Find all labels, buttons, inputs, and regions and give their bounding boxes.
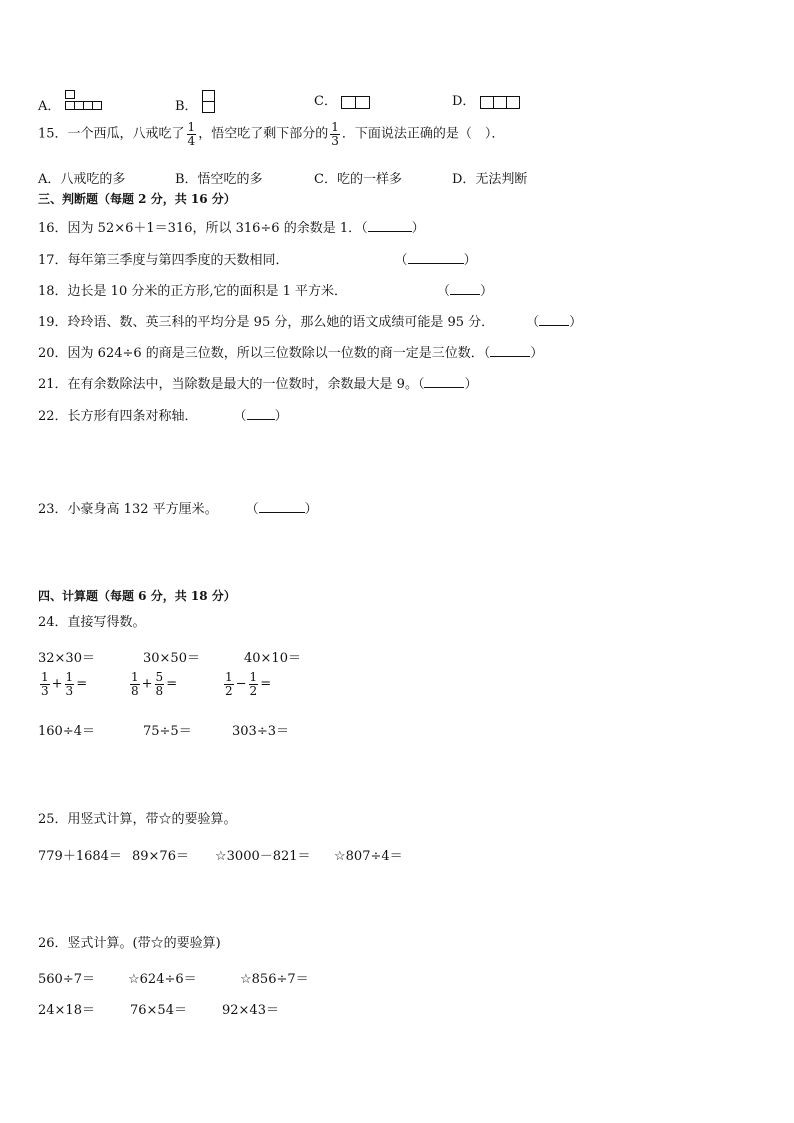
section-3-title: 三、判断题（每题 2 分，共 16 分）	[38, 192, 236, 206]
fraction: $\frac{1}{3}$	[331, 120, 339, 148]
calc-item: ☆3000－821＝	[215, 849, 311, 864]
judgment-18: 18．边长是 10 分米的正方形,它的面积是 1 平方米． （ ）	[38, 284, 494, 299]
fraction-expression: $\frac{1}{8}$ + $\frac{5}{8}$ =	[131, 670, 178, 698]
section-4-title: 四、计算题（每题 6 分，共 18 分）	[38, 589, 236, 603]
q25-title: 25．用竖式计算，带☆的要验算。	[38, 812, 237, 827]
q14-option-a: A．	[38, 90, 101, 114]
q26-title: 26．竖式计算。(带☆的要验算)	[38, 936, 221, 951]
calc-item: 303÷3＝	[232, 724, 289, 739]
calc-item: ☆624÷6＝	[128, 972, 197, 987]
judgment-20: 20．因为 624÷6 的商是三位数，所以三位数除以一位数的商一定是三位数．（ ）	[38, 346, 544, 361]
calc-item: 40×10＝	[244, 651, 301, 666]
calc-item: 560÷7＝	[38, 972, 95, 987]
judgment-23: 23．小豪身高 132 平方厘米。 （ ）	[38, 502, 318, 517]
q15-stem: 15．一个西瓜，八戒吃了 $\frac{1}{4}$ ，悟空吃了剩下部分的 $\frac{1}{3}$ ．下面说法正确的是（ ）．	[38, 120, 505, 148]
q14-option-d: D．	[452, 90, 520, 109]
shape-two-stacked-squares-icon	[202, 90, 216, 114]
calc-item: ☆856÷7＝	[240, 972, 309, 987]
q14-option-b: B．	[175, 90, 216, 114]
calc-item: 779＋1684＝	[38, 849, 122, 864]
calc-item: 89×76＝	[132, 849, 189, 864]
q14-option-c: C．	[314, 90, 371, 109]
calc-item: 92×43＝	[222, 1003, 279, 1018]
fraction-expression: $\frac{1}{3}$ + $\frac{1}{3}$ =	[41, 670, 88, 698]
fraction-expression: $\frac{1}{2}$ − $\frac{1}{2}$ =	[225, 670, 272, 698]
calc-item: ☆807÷4＝	[334, 849, 403, 864]
shape-two-horizontal-squares-icon	[341, 96, 371, 109]
judgment-16: 16．因为 52×6＋1＝316，所以 316÷6 的余数是 1．（ ）	[38, 221, 425, 236]
shape-l-four-squares-icon	[65, 90, 101, 114]
judgment-22: 22．长方形有四条对称轴． （ ）	[38, 409, 288, 424]
fraction: $\frac{1}{4}$	[187, 120, 196, 148]
calc-item: 76×54＝	[130, 1003, 187, 1018]
q24-title: 24．直接写得数。	[38, 615, 146, 630]
q15-option-a: A．八戒吃的多	[38, 172, 126, 187]
calc-item: 75÷5＝	[143, 724, 192, 739]
judgment-19: 19．玲玲语、数、英三科的平均分是 95 分，那么她的语文成绩可能是 95 分． （ ）	[38, 315, 583, 330]
shape-three-horizontal-squares-icon	[480, 96, 520, 109]
calc-item: 30×50＝	[143, 651, 200, 666]
calc-item: 24×18＝	[38, 1003, 95, 1018]
q15-option-c: C．吃的一样多	[314, 172, 402, 187]
calc-item: 32×30＝	[38, 651, 95, 666]
judgment-21: 21．在有余数除法中，当除数是最大的一位数时，余数最大是 9。（ ）	[38, 377, 478, 392]
judgment-17: 17．每年第三季度与第四季度的天数相同． （ ）	[38, 253, 477, 268]
calc-item: 160÷4＝	[38, 724, 95, 739]
q15-option-d: D．无法判断	[452, 172, 528, 187]
q15-option-b: B．悟空吃的多	[175, 172, 263, 187]
